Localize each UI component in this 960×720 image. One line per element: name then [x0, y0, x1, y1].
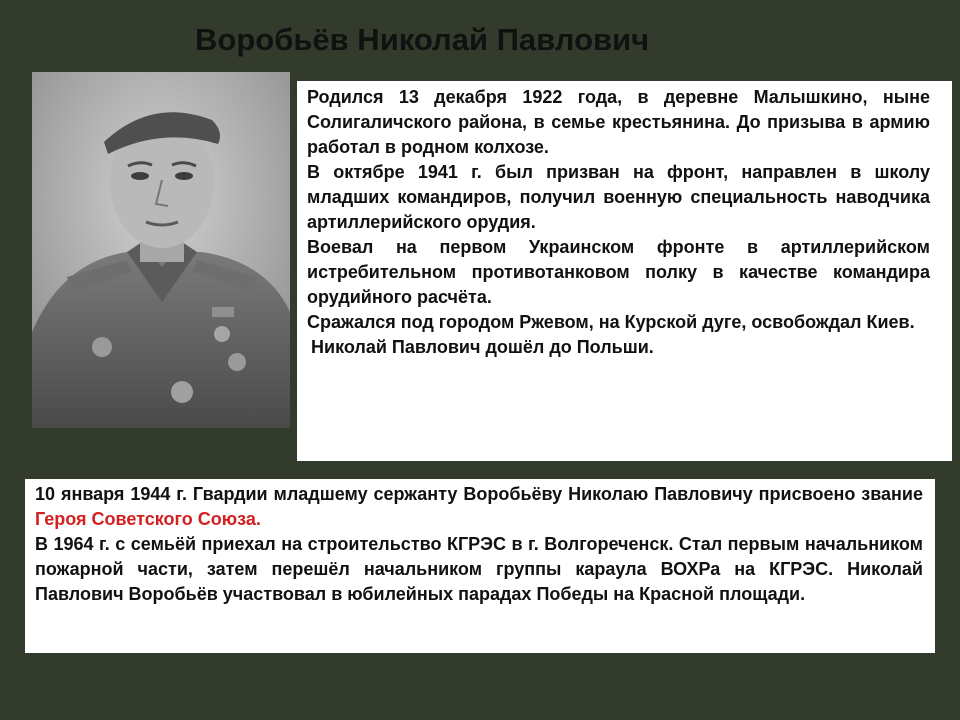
portrait-photo	[32, 72, 290, 428]
bio-paragraph-front: Воевал на первом Украинском фронте в артиллерийском истребительном противотанковом полку в качестве командира орудийного расчёта.	[307, 237, 930, 307]
bio-paragraph-conscription: В октябре 1941 г. был призван на фронт, направлен в школу младших командиров, получил военную специальность наводчика артиллерийского орудия.	[307, 162, 930, 232]
award-paragraph	[35, 482, 923, 532]
biography-card-top	[297, 81, 952, 461]
bio-paragraph-birth: Родился 13 декабря 1922 года, в деревне Малышкино, ныне Солигаличского района, в семье крестьянина. До призыва в армию работал в родном колхозе.	[307, 87, 930, 157]
postwar-paragraph: В 1964 г. с семьёй приехал на строительство КГРЭС в г. Волгореченск. Стал первым начальником пожарной части, затем перешёл начальником группы караула ВОХРа на КГРЭС. Николай Павлович Воробьёв участвовал в юбилейных парадах Победы на Красной площади.	[35, 534, 923, 604]
bio-paragraph-poland: Николай Павлович дошёл до Польши.	[311, 337, 654, 357]
page-title: Воробьёв Николай Павлович	[195, 22, 650, 57]
bio-paragraph-battles: Сражался под городом Ржевом, на Курской дуге, освобождал Киев.	[307, 312, 915, 332]
biography-card-bottom	[25, 479, 935, 653]
award-text: 10 января 1944 г. Гвардии младшему сержанту Воробьёву Николаю Павловичу присвоено звание	[35, 484, 923, 504]
hero-title-highlight: Героя Советского Союза.	[35, 509, 261, 529]
